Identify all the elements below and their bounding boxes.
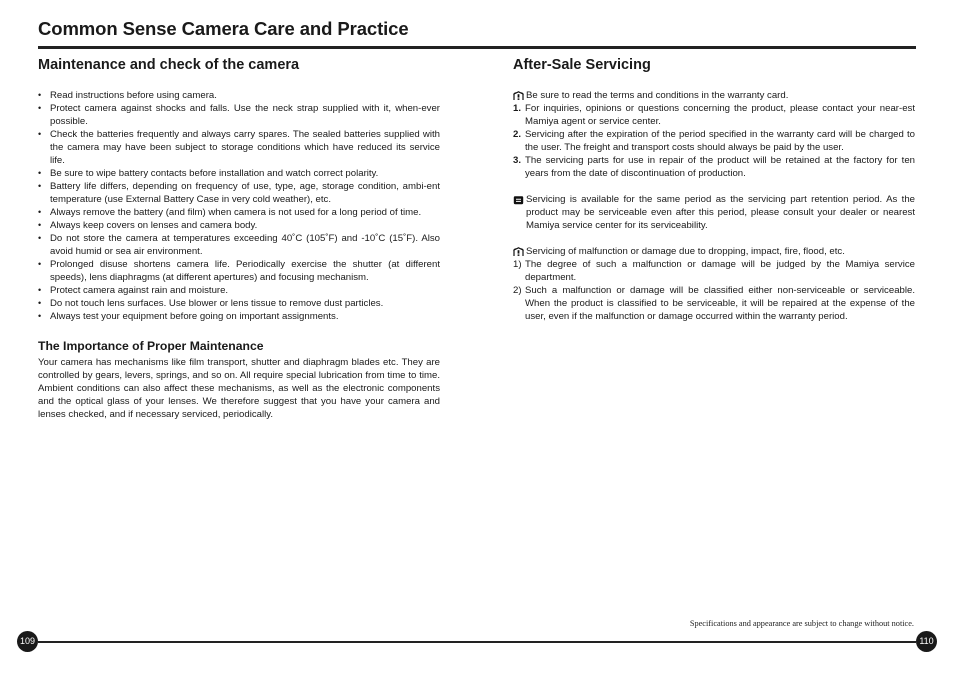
list-item: 2) Such a malfunction or damage will be classified either non-serviceable or serviceable. When the product is classified to be serviceable, it will be repaired at the expense of the user, even if the malfunction or damage occurred within the warranty period.: [513, 285, 915, 322]
list-item: • Read instructions before using camera.: [38, 89, 440, 102]
list-item: • Check the batteries frequently and always carry spares. The sealed batteries supplied with the camera may have been subject to storage conditions which have reduced its service life.: [38, 128, 440, 167]
list-item: • Be sure to wipe battery contacts before installation and watch correct polarity.: [38, 167, 440, 180]
page-title: Common Sense Camera Care and Practice: [38, 18, 409, 39]
maintenance-section-title: Maintenance and check of the camera: [38, 57, 300, 73]
footer-disclaimer: Specifications and appearance are subject to change without notice.: [689, 619, 914, 628]
list-item: • Protect camera against shocks and falls. Use the neck strap supplied with it, when-ever possible.: [38, 102, 440, 128]
list-item: • Battery life differs, depending on frequency of use, type, age, storage condition, ambi-ent temperature (use External Battery Case in very cold weather), etc.: [38, 180, 440, 206]
list-item: • Always remove the battery (and film) when camera is not used for a long period of time.: [38, 206, 440, 219]
right-column: [513, 56, 915, 323]
warranty-block: [513, 89, 915, 180]
warning-note-icon: [513, 247, 524, 257]
damage-block: [513, 245, 915, 323]
title-rule: [38, 46, 916, 49]
list-item: 3. The servicing parts for use in repair of the product will be retained at the factory for ten years from the date of discontinuation of production.: [513, 155, 915, 179]
warranty-list: [513, 102, 915, 180]
page-number-right: 110: [916, 631, 937, 652]
damage-intro-text: Servicing of malfunction or damage due to dropping, impact, fire, flood, etc.: [526, 246, 845, 257]
retention-text: Servicing is available for the same period as the servicing part retention period. As the product may be serviceable even after this period, please consult your dealer or nearest Mamiya service center for its serviceability.: [526, 194, 915, 231]
importance-title: The Importance of Proper Maintenance: [38, 339, 264, 353]
warranty-intro: [513, 89, 915, 102]
list-item: 2. Servicing after the expiration of the period specified in the warranty card will be charged to the user. The freight and transport costs should always be paid by the user.: [513, 129, 915, 153]
maintenance-bullet-list: [38, 89, 440, 323]
retention-note: [513, 193, 915, 232]
warranty-intro-text: Be sure to read the terms and conditions in the warranty card.: [526, 90, 789, 101]
retention-block: [513, 193, 915, 232]
list-item: • Protect camera against rain and moisture.: [38, 284, 440, 297]
memo-note-icon: [513, 195, 524, 205]
list-item: • Always keep covers on lenses and camera body.: [38, 219, 440, 232]
list-item: • Do not store the camera at temperatures exceeding 40˚C (105˚F) and -10˚C (15˚F). Also avoid humid or sea air environment.: [38, 232, 440, 258]
list-item: 1) The degree of such a malfunction or damage will be judged by the Mamiya service department.: [513, 259, 915, 283]
list-item: 1. For inquiries, opinions or questions concerning the product, please contact your near-est Mamiya agent or service center.: [513, 103, 915, 127]
list-item: • Do not touch lens surfaces. Use blower or lens tissue to remove dust particles.: [38, 297, 440, 310]
list-item: • Prolonged disuse shortens camera life. Periodically exercise the shutter (at different speeds), lens diaphragms (at different apertures) and focusing mechanism.: [38, 258, 440, 284]
damage-list: [513, 258, 915, 323]
left-column: [38, 56, 440, 421]
damage-intro: [513, 245, 915, 258]
importance-paragraph: Your camera has mechanisms like film transport, shutter and diaphragm blades etc. They are controlled by gears, levers, springs, and so on. All require special lubrication from time to time. Ambient conditions can also affect these mechanisms, as well as the electronic components and the optical glass of your lenses. We therefore suggest that you have your camera and lenses checked, and if necessary serviced, periodically.: [38, 357, 440, 420]
bottom-rule: [38, 641, 916, 643]
page-number-left: 109: [17, 631, 38, 652]
servicing-section-title: After-Sale Servicing: [513, 57, 651, 73]
warning-note-icon: [513, 91, 524, 101]
list-item: • Always test your equipment before going on important assignments.: [38, 310, 440, 323]
